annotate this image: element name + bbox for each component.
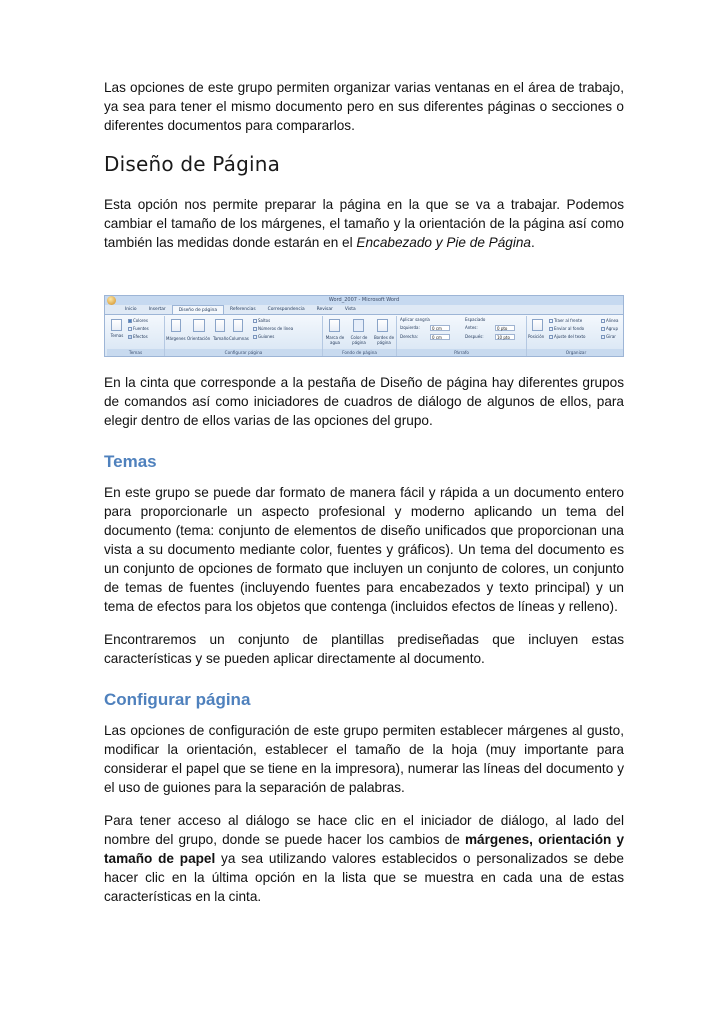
intro-paragraph: Las opciones de este grupo permiten organizar varias ventanas en el área de trabajo, ya sea para tener el mismo documento pero en sus diferentes páginas o secciones o diferentes documentos para compararlos. [104, 80, 624, 133]
colores-item[interactable] [128, 318, 148, 324]
alinear-item[interactable] [601, 318, 618, 324]
orientation-icon[interactable] [193, 319, 205, 332]
ribbon-body [105, 314, 623, 357]
spacing-after-field[interactable]: 10 pto [495, 334, 515, 340]
text-wrap-icon [549, 335, 553, 339]
send-back-icon [549, 327, 553, 331]
agrupar-label: Agrup [606, 326, 618, 331]
agrupar-item[interactable] [601, 326, 618, 332]
posicion-button[interactable]: Posición [528, 334, 545, 339]
page-content [104, 78, 624, 252]
tab-inicio[interactable]: Inicio [125, 307, 137, 312]
fuentes-item[interactable] [128, 326, 149, 332]
despues-label: Después: [465, 334, 484, 339]
enviar-al-fondo-label: Enviar al fondo [554, 326, 585, 331]
diseno-paragraph-2: En la cinta que corresponde a la pestaña de Diseño de página hay diferentes grupos de comandos así como iniciadores de cuadros de diálogo de algunos de ellos, para elegir dentro de ellos varias de las opciones del grupo. [104, 375, 624, 428]
group-parrafo [397, 316, 527, 356]
indent-left-field[interactable]: 0 cm [430, 325, 450, 331]
color-de-pagina-button[interactable]: Color de página [350, 335, 368, 345]
tab-correspondencia[interactable]: Correspondencia [267, 307, 305, 312]
temas-paragraph-1: En este grupo se puede dar formato de manera fácil y rápida a un documento entero para proporcionarle un aspecto profesional y moderno aplicando un tema del documento (tema: conjunto de elementos de diseño unificados que proporcionan una vista a su documento mediante color, fuentes y gráficos). Un tema del documento es un conjunto de opciones de formato que incluyen un conjunto de colores, un conjunto de temas de fuentes (incluyendo fuentes para encabezados y texto principal) y un tema de efectos para los objetos que contenga (incluidos efectos de líneas y relleno). [104, 485, 624, 614]
fuentes-label: Fuentes [133, 326, 149, 331]
diseno-paragraph-1 [104, 195, 624, 252]
spacing-before-field[interactable]: 0 pto [495, 325, 515, 331]
heading-temas: Temas [104, 452, 157, 471]
traer-al-frente-item[interactable] [549, 318, 582, 324]
position-icon[interactable] [532, 319, 543, 331]
marca-de-agua-button[interactable]: Marca de agua [325, 335, 345, 345]
group-temas [107, 316, 165, 356]
page-color-icon[interactable] [353, 319, 364, 332]
guiones-label: Guiones [258, 334, 275, 339]
diseno-p1-text: Esta opción nos permite preparar la página en la que se va a trabajar. Podemos cambiar el tamaño de los márgenes, el tamaño y la orientación de la página así como también las medidas donde estarán en el [104, 197, 624, 250]
watermark-icon[interactable] [329, 319, 340, 332]
group-configurar-pagina [165, 316, 323, 356]
align-icon [601, 319, 605, 323]
colors-icon [128, 319, 132, 323]
guiones-item[interactable] [253, 334, 274, 340]
temas-paragraph-2: Encontraremos un conjunto de plantillas prediseñadas que incluyen estas características y se pueden aplicar directamente al documento. [104, 632, 624, 666]
effects-icon [128, 335, 132, 339]
margins-icon[interactable] [171, 319, 181, 332]
ribbon-tabs [119, 305, 362, 314]
group-icon [601, 327, 605, 331]
line-numbers-icon [253, 327, 257, 331]
group-label-organizar: Organizar [527, 349, 624, 356]
fonts-icon [128, 327, 132, 331]
group-organizar [527, 316, 624, 356]
configurar-p2-text: Para tener acceso al diálogo se hace clic en el iniciador de diálogo, al lado del nombre del grupo, donde se puede hacer los cambios de [104, 813, 624, 847]
configurar-paragraph-1: Las opciones de configuración de este grupo permiten establecer márgenes al gusto, modificar la orientación, establecer el tamaño de la hoja (muy importante para considerar el papel que se tiene en la impresora), numerar las líneas del documento y el uso de guiones para la separación de palabras. [104, 723, 624, 795]
saltos-item[interactable] [253, 318, 270, 324]
group-label-parrafo: Párrafo [397, 349, 526, 356]
tab-diseno-de-pagina[interactable]: Diseño de página [172, 305, 224, 314]
configurar-p2-end: ya sea utilizando valores establecidos o personalizados se debe hacer clic en la última opción en la lista que se muestra en cada una de estas características en la cinta. [104, 851, 624, 904]
margenes-button[interactable]: Márgenes [166, 336, 186, 341]
columns-icon[interactable] [233, 319, 243, 332]
ribbon-window-title: Word_2007 - Microsoft Word [105, 296, 623, 305]
colores-label: Colores [133, 318, 148, 323]
bring-front-icon [549, 319, 553, 323]
heading-diseno-de-pagina: Diseño de Página [104, 152, 281, 176]
ribbon-screenshot [104, 295, 624, 357]
bordes-de-pagina-button[interactable]: Bordes de página [373, 335, 395, 345]
themes-icon[interactable] [111, 319, 122, 331]
configurar-p2-bold: márgenes, orientación y tamaño de papel [104, 832, 624, 866]
aplicar-sangria-label: Aplicar sangría [400, 317, 430, 322]
espaciado-label: Espaciado [465, 317, 486, 322]
group-label-configurar-pagina: Configurar página [165, 349, 322, 356]
efectos-item[interactable] [128, 334, 148, 340]
saltos-label: Saltos [258, 318, 271, 323]
efectos-label: Efectos [133, 334, 148, 339]
group-fondo-de-pagina [323, 316, 397, 356]
derecha-label: Derecha: [400, 334, 419, 339]
indent-right-field[interactable]: 0 cm [430, 334, 450, 340]
alinear-label: Alinea [606, 318, 619, 323]
size-icon[interactable] [215, 319, 225, 332]
diseno-p1-emphasis: Encabezado y Pie de Página [356, 235, 531, 250]
ajuste-del-texto-item[interactable] [549, 334, 586, 340]
girar-item[interactable] [601, 334, 616, 340]
traer-al-frente-label: Traer al frente [554, 318, 583, 323]
tab-revisar[interactable]: Revisar [316, 307, 333, 312]
office-button-icon [107, 296, 116, 305]
breaks-icon [253, 319, 257, 323]
group-label-fondo-de-pagina: Fondo de página [323, 349, 396, 356]
temas-button[interactable]: Temas [110, 333, 124, 338]
ajuste-del-texto-label: Ajuste del texto [554, 334, 586, 339]
tab-referencias[interactable]: Referencias [230, 307, 256, 312]
page-borders-icon[interactable] [377, 319, 388, 332]
group-label-temas: Temas [107, 349, 164, 356]
columnas-button[interactable]: Columnas [229, 336, 249, 341]
antes-label: Antes: [465, 325, 478, 330]
girar-label: Girar [606, 334, 616, 339]
tamano-button[interactable]: Tamaño [213, 336, 229, 341]
heading-configurar-pagina: Configurar página [104, 690, 251, 709]
numeros-de-linea-item[interactable] [253, 326, 293, 332]
izquierda-label: Izquierda: [400, 325, 420, 330]
orientacion-button[interactable]: Orientación [187, 336, 211, 341]
page-content-lower [104, 373, 624, 906]
tab-insertar[interactable]: Insertar [148, 307, 166, 312]
numeros-de-linea-label: Números de línea [258, 326, 294, 331]
rotate-icon [601, 335, 605, 339]
tab-vista[interactable]: Vista [344, 307, 356, 312]
configurar-paragraph-2 [104, 811, 624, 906]
diseno-p1-end: . [531, 235, 535, 250]
hyphenation-icon [253, 335, 257, 339]
enviar-al-fondo-item[interactable] [549, 326, 584, 332]
